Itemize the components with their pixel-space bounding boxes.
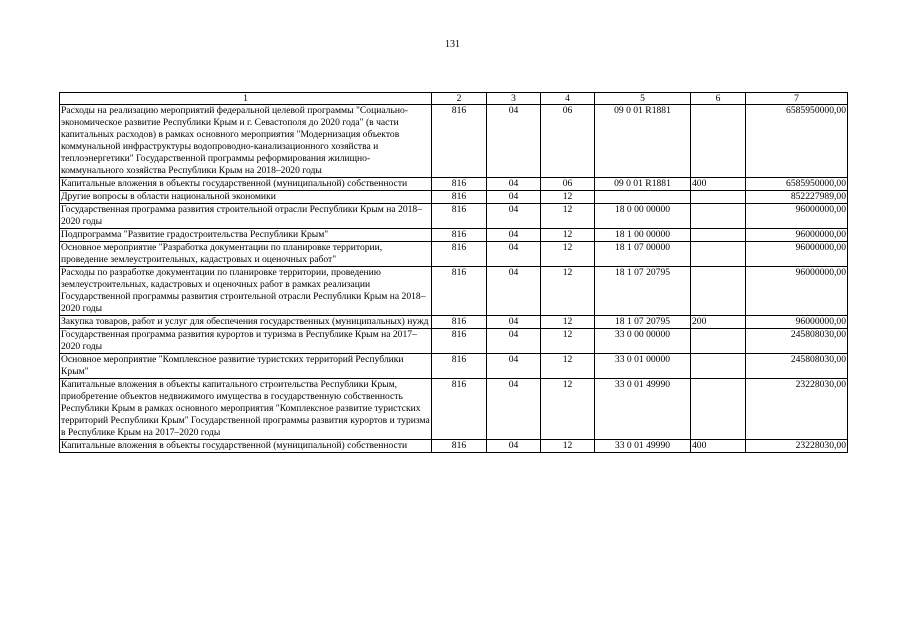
cell-vr <box>691 329 746 354</box>
cell-rz: 04 <box>487 204 541 229</box>
cell-gr: 816 <box>432 379 487 440</box>
cell-csr: 18 1 07 20795 <box>595 316 691 329</box>
table-row <box>60 178 848 191</box>
cell-gr: 816 <box>432 242 487 267</box>
table-row <box>60 204 848 229</box>
cell-rz: 04 <box>487 316 541 329</box>
cell-pr: 06 <box>541 178 595 191</box>
cell-sum: 23228030,00 <box>746 379 848 440</box>
cell-pr: 12 <box>541 191 595 204</box>
table-row <box>60 379 848 440</box>
cell-name: Закупка товаров, работ и услуг для обеспечения государственных (муниципальных) нужд <box>60 316 432 329</box>
cell-vr <box>691 242 746 267</box>
cell-csr: 33 0 01 49990 <box>595 440 691 453</box>
table-row <box>60 329 848 354</box>
cell-pr: 12 <box>541 229 595 242</box>
cell-sum: 245808030,00 <box>746 329 848 354</box>
cell-vr <box>691 191 746 204</box>
cell-csr: 18 1 07 00000 <box>595 242 691 267</box>
cell-name: Государственная программа развития курортов и туризма в Республике Крым на 2017–2020 годы <box>60 329 432 354</box>
cell-csr: 33 0 01 00000 <box>595 354 691 379</box>
header-cell-rz: 3 <box>487 93 541 105</box>
cell-csr: 33 0 00 00000 <box>595 329 691 354</box>
cell-rz: 04 <box>487 191 541 204</box>
header-cell-name: 1 <box>60 93 432 105</box>
cell-rz: 04 <box>487 354 541 379</box>
cell-name: Государственная программа развития строительной отрасли Республики Крым на 2018–2020 годы <box>60 204 432 229</box>
cell-pr: 12 <box>541 354 595 379</box>
cell-pr: 12 <box>541 316 595 329</box>
cell-vr <box>691 267 746 316</box>
cell-pr: 12 <box>541 242 595 267</box>
header-cell-pr: 4 <box>541 93 595 105</box>
cell-csr: 18 1 00 00000 <box>595 229 691 242</box>
cell-csr: 18 1 07 20795 <box>595 267 691 316</box>
cell-name: Другие вопросы в области национальной экономики <box>60 191 432 204</box>
cell-name: Основное мероприятие "Разработка документации по планировке территории, проведение землеустроительных, кадастровых и оценочных работ" <box>60 242 432 267</box>
cell-sum: 96000000,00 <box>746 316 848 329</box>
cell-pr: 12 <box>541 329 595 354</box>
cell-vr <box>691 105 746 178</box>
table-row <box>60 191 848 204</box>
cell-vr: 400 <box>691 440 746 453</box>
cell-gr: 816 <box>432 329 487 354</box>
table-row <box>60 105 848 178</box>
cell-name: Подпрограмма "Развитие градостроительства Республики Крым" <box>60 229 432 242</box>
cell-pr: 12 <box>541 379 595 440</box>
cell-csr: 09 0 01 R1881 <box>595 105 691 178</box>
cell-rz: 04 <box>487 242 541 267</box>
cell-name: Капитальные вложения в объекты государственной (муниципальной) собственности <box>60 440 432 453</box>
page-number: 131 <box>445 39 460 50</box>
cell-gr: 816 <box>432 191 487 204</box>
cell-rz: 04 <box>487 267 541 316</box>
table-row <box>60 316 848 329</box>
cell-vr <box>691 354 746 379</box>
cell-sum: 6585950000,00 <box>746 178 848 191</box>
cell-csr: 33 0 01 49990 <box>595 379 691 440</box>
cell-pr: 06 <box>541 105 595 178</box>
cell-vr <box>691 204 746 229</box>
cell-sum: 96000000,00 <box>746 242 848 267</box>
cell-csr <box>595 191 691 204</box>
cell-sum: 852227989,00 <box>746 191 848 204</box>
cell-rz: 04 <box>487 379 541 440</box>
cell-vr: 200 <box>691 316 746 329</box>
cell-gr: 816 <box>432 178 487 191</box>
cell-name: Основное мероприятие "Комплексное развитие туристских территорий Республики Крым" <box>60 354 432 379</box>
cell-gr: 816 <box>432 267 487 316</box>
cell-name: Расходы по разработке документации по планировке территории, проведению землеустроительных, кадастровых и оценочных работ в рамках реализации Государственной программы развития строительной отрасли Республики Крым на 2018–2020 годы <box>60 267 432 316</box>
cell-vr: 400 <box>691 178 746 191</box>
cell-sum: 245808030,00 <box>746 354 848 379</box>
table-row <box>60 242 848 267</box>
header-cell-sum: 7 <box>746 93 848 105</box>
cell-rz: 04 <box>487 105 541 178</box>
cell-sum: 23228030,00 <box>746 440 848 453</box>
cell-gr: 816 <box>432 105 487 178</box>
header-cell-csr: 5 <box>595 93 691 105</box>
table-row <box>60 229 848 242</box>
header-cell-gr: 2 <box>432 93 487 105</box>
cell-csr: 18 0 00 00000 <box>595 204 691 229</box>
table-row <box>60 354 848 379</box>
cell-rz: 04 <box>487 178 541 191</box>
cell-pr: 12 <box>541 267 595 316</box>
table-row <box>60 440 848 453</box>
header-cell-vr: 6 <box>691 93 746 105</box>
cell-vr <box>691 379 746 440</box>
cell-gr: 816 <box>432 316 487 329</box>
cell-name: Капитальные вложения в объекты капитального строительства Республики Крым, приобретение объектов недвижимого имущества в государственную собственность Республики Крым в рамках основного мероприятия "Комплексное развитие туристских территорий Республики Крым" Государственной программы развития курортов и туризма в Республике Крым на 2017–2020 годы <box>61 379 430 438</box>
cell-sum: 96000000,00 <box>746 204 848 229</box>
cell-pr: 12 <box>541 204 595 229</box>
cell-sum: 96000000,00 <box>746 229 848 242</box>
cell-rz: 04 <box>487 329 541 354</box>
cell-csr: 09 0 01 R1881 <box>595 178 691 191</box>
cell-rz: 04 <box>487 229 541 242</box>
cell-vr <box>691 229 746 242</box>
cell-gr: 816 <box>432 229 487 242</box>
cell-gr: 816 <box>432 354 487 379</box>
header-row <box>60 93 848 105</box>
cell-pr: 12 <box>541 440 595 453</box>
cell-gr: 816 <box>432 440 487 453</box>
cell-gr: 816 <box>432 204 487 229</box>
cell-name: Расходы на реализацию мероприятий федеральной целевой программы "Социально-экономическое развитие Республики Крым и г. Севастополя до 2020 года" (в части капитальных расходов) в рамках основного мероприятия "Модернизация объектов коммунальной инфраструктуры водопроводно-канализационного хозяйства и теплоэнергетики" Государственной программы реформирования жилищно-коммунального хозяйства Республики Крым на 2018–2020 годы <box>60 105 432 178</box>
table-row <box>60 267 848 316</box>
cell-sum: 96000000,00 <box>746 267 848 316</box>
cell-sum: 6585950000,00 <box>746 105 848 178</box>
budget-table <box>59 92 848 453</box>
cell-name: Капитальные вложения в объекты государственной (муниципальной) собственности <box>60 178 432 191</box>
cell-rz: 04 <box>487 440 541 453</box>
